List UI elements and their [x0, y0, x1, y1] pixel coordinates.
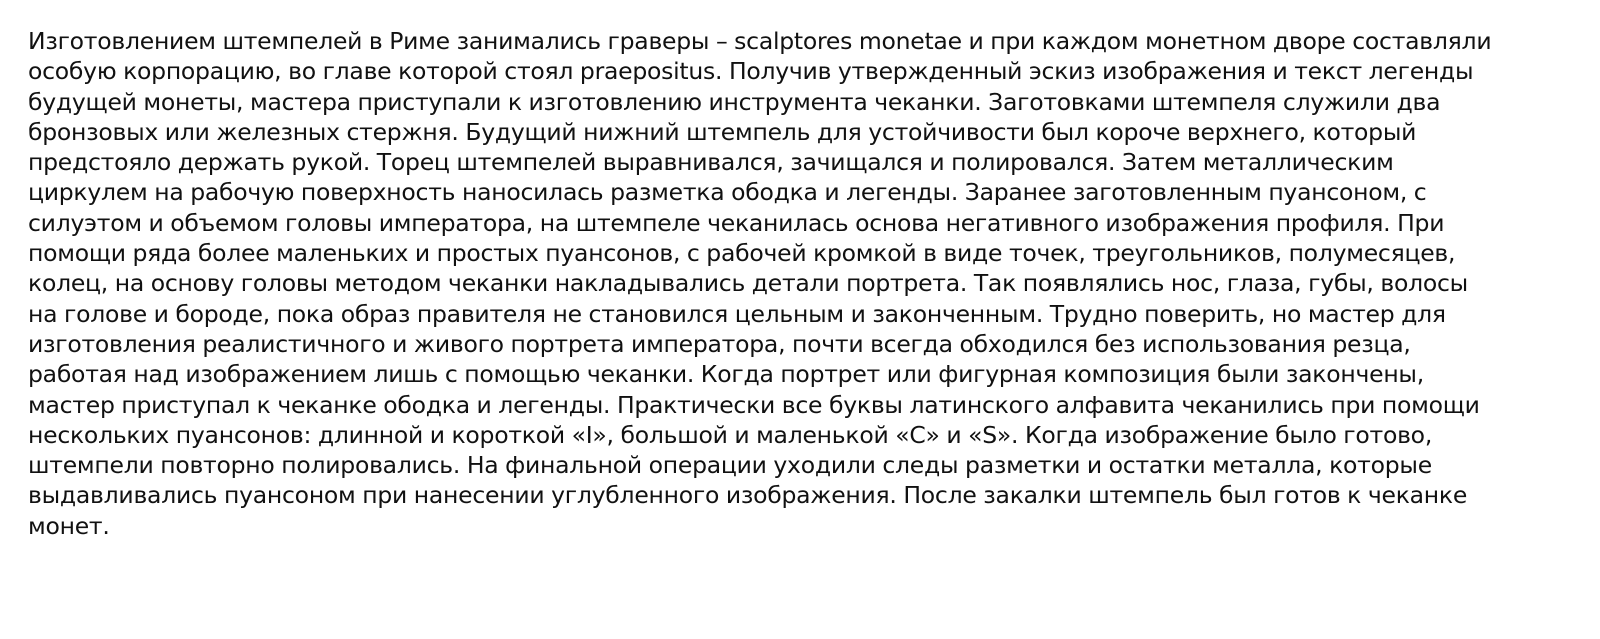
text-line: циркулем на рабочую поверхность наносилась разметка ободка и легенды. Заранее заготовленным пуансоном, с: [28, 178, 1427, 207]
article-text: [28, 26, 1588, 541]
text-line: нескольких пуансонов: длинной и короткой «I», большой и маленькой «С» и «S». Когда изображение было готово,: [28, 420, 1433, 449]
text-line: штемпели повторно полировались. На финальной операции уходили следы разметки и остатки металла, которые: [28, 451, 1432, 480]
text-line: бронзовых или железных стержня. Будущий нижний штемпель для устойчивости был короче верхнего, который: [28, 117, 1417, 146]
text-line: силуэтом и объемом головы императора, на штемпеле чеканилась основа негативного изображения профиля. При: [28, 208, 1445, 237]
text-line: колец, на основу головы методом чеканки накладывались детали портрета. Так появлялись нос, глаза, губы, волосы: [28, 269, 1468, 298]
text-line: предстояло держать рукой. Торец штемпелей выравнивался, зачищался и полировался. Затем металлическим: [28, 148, 1394, 177]
text-line: на голове и бороде, пока образ правителя не становился цельным и законченным. Трудно поверить, но мастер для: [28, 299, 1446, 328]
text-line: изготовления реалистичного и живого портрета императора, почти всегда обходился без использования резца,: [28, 329, 1411, 358]
text-line: помощи ряда более маленьких и простых пуансонов, с рабочей кромкой в виде точек, треугольников, полумесяцев,: [28, 239, 1456, 268]
text-line: мастер приступал к чеканке ободка и легенды. Практически все буквы латинского алфавита чеканились при помощи: [28, 390, 1480, 419]
text-line: Изготовлением штемпелей в Риме занимались граверы – scalptores monetae и при каждом монетном дворе составляли: [28, 27, 1492, 55]
text-line: особую корпорацию, во главе которой стоял praepositus. Получив утвержденный эскиз изображения и текст легенды: [28, 57, 1474, 86]
text-line: выдавливались пуансоном при нанесении углубленного изображения. После закалки штемпель был готов к чеканке: [28, 481, 1468, 510]
text-line: будущей монеты, мастера приступали к изготовлению инструмента чеканки. Заготовками штемпеля служили два: [28, 87, 1441, 116]
text-line: монет.: [28, 511, 110, 540]
text-line: работая над изображением лишь с помощью чеканки. Когда портрет или фигурная композиция были закончены,: [28, 360, 1424, 389]
